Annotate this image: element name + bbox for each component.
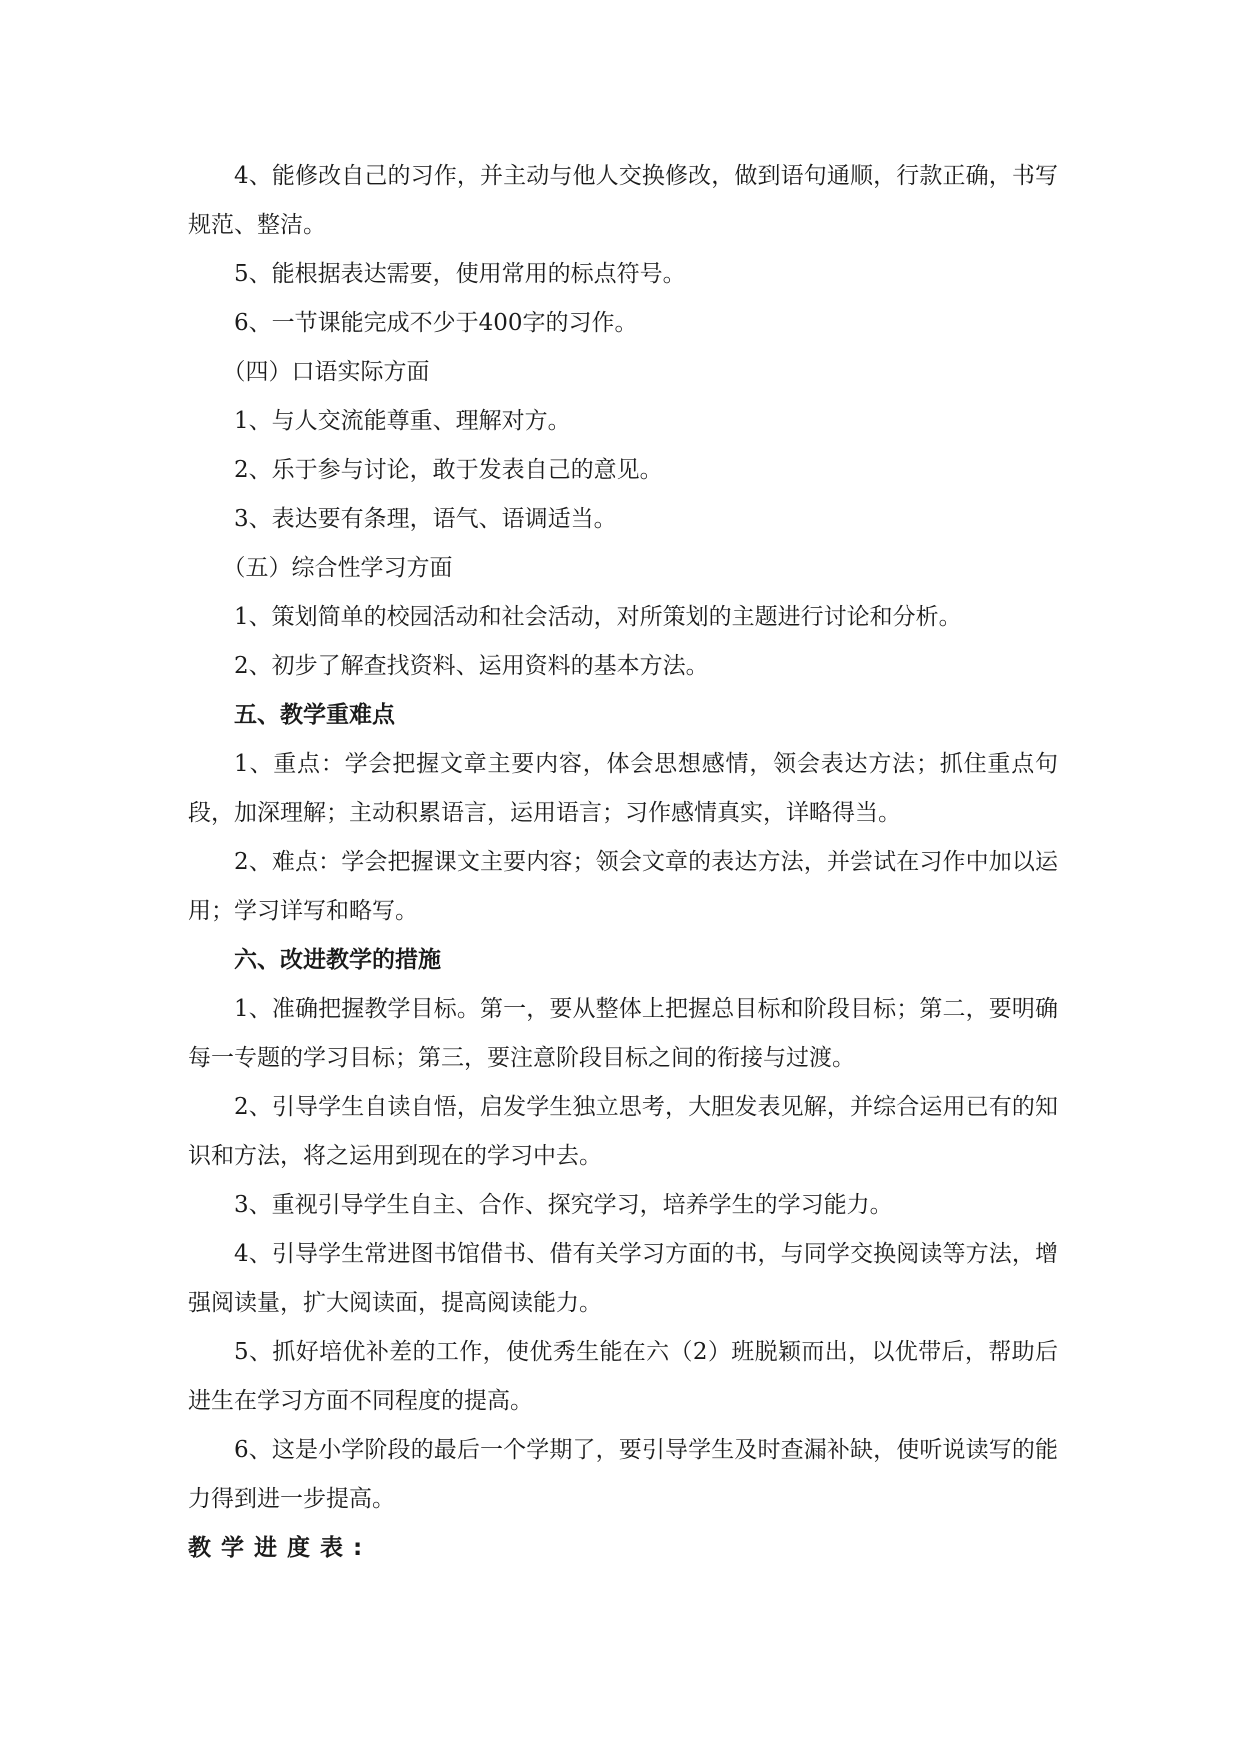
section-4-title: （四）口语实际方面 bbox=[222, 359, 430, 385]
comprehensive-item-2: 2、初步了解查找资料、运用资料的基本方法。 bbox=[234, 653, 709, 679]
speaking-item-2: 2、乐于参与讨论，敢于发表自己的意见。 bbox=[234, 457, 663, 483]
heading-key-difficult-points: 五、教学重难点 bbox=[234, 702, 395, 728]
writing-item-5: 5、能根据表达需要，使用常用的标点符号。 bbox=[234, 261, 686, 287]
measure-item-6: 6、这是小学阶段的最后一个学期了，要引导学生及时查漏补缺，使听说读写的能力得到进一步提高。 bbox=[188, 1437, 1058, 1512]
section-5-title: （五）综合性学习方面 bbox=[222, 555, 453, 581]
heading-improvement-measures: 六、改进教学的措施 bbox=[234, 947, 441, 973]
measure-item-3: 3、重视引导学生自主、合作、探究学习，培养学生的学习能力。 bbox=[234, 1192, 893, 1218]
speaking-item-1: 1、与人交流能尊重、理解对方。 bbox=[234, 408, 571, 434]
measure-item-1: 1、准确把握教学目标。第一，要从整体上把握总目标和阶段目标；第二，要明确每一专题的学习目标；第三，要注意阶段目标之间的衔接与过渡。 bbox=[188, 996, 1058, 1071]
measure-item-2: 2、引导学生自读自悟，启发学生独立思考，大胆发表见解，并综合运用已有的知识和方法，将之运用到现在的学习中去。 bbox=[188, 1094, 1058, 1169]
document-page bbox=[188, 152, 1058, 1573]
comprehensive-item-1: 1、策划简单的校园活动和社会活动，对所策划的主题进行讨论和分析。 bbox=[234, 604, 962, 630]
difficult-point-item: 2、难点：学会把握课文主要内容；领会文章的表达方法，并尝试在习作中加以运用；学习详写和略写。 bbox=[188, 849, 1058, 924]
speaking-item-3: 3、表达要有条理，语气、语调适当。 bbox=[234, 506, 617, 532]
teaching-schedule-label: 教学进度表: bbox=[188, 1535, 373, 1561]
writing-item-6: 6、一节课能完成不少于400字的习作。 bbox=[234, 310, 638, 336]
measure-item-5: 5、抓好培优补差的工作，使优秀生能在六（2）班脱颖而出，以优带后，帮助后进生在学习方面不同程度的提高。 bbox=[188, 1339, 1058, 1414]
key-point-item: 1、重点：学会把握文章主要内容，体会思想感情，领会表达方法；抓住重点句段，加深理解；主动积累语言，运用语言；习作感情真实，详略得当。 bbox=[188, 751, 1058, 826]
writing-item-4: 4、能修改自己的习作，并主动与他人交换修改，做到语句通顺，行款正确，书写规范、整洁。 bbox=[188, 163, 1058, 238]
measure-item-4: 4、引导学生常进图书馆借书、借有关学习方面的书，与同学交换阅读等方法，增强阅读量，扩大阅读面，提高阅读能力。 bbox=[188, 1241, 1058, 1316]
